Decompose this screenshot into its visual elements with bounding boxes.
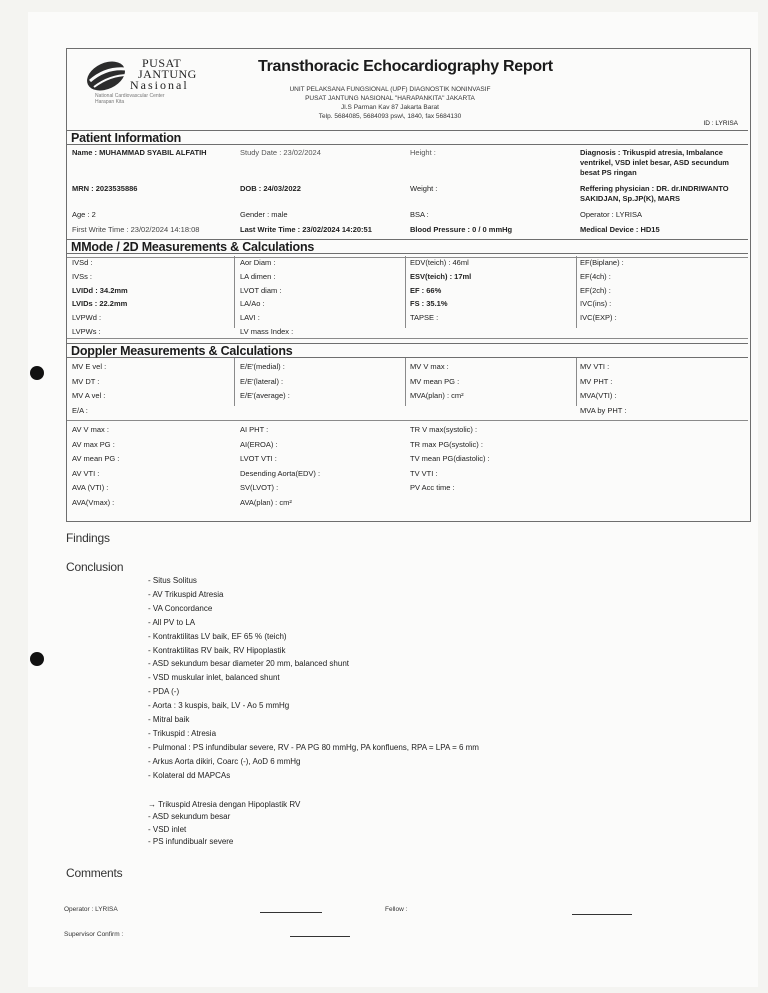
aortic-col1-item-4: AV VTI :	[72, 468, 100, 478]
conclusion-item-4: - All PV to LA	[148, 617, 196, 627]
mmode-row-divider	[67, 257, 748, 258]
mmode-col-divider-2	[405, 256, 406, 328]
mmode-col2-item-5: LAVI :	[240, 313, 260, 323]
conclusion-item-5: - Kontraktilitas LV baik, EF 65 % (teich)	[148, 631, 287, 641]
summary-item-1: → Trikuspid Atresia dengan Hipoplastik RV	[148, 800, 301, 809]
mitral-col1-item-2: MV DT :	[72, 376, 100, 386]
medical-device: Medical Device : HD15	[580, 225, 660, 234]
aortic-col1-item-3: AV mean PG :	[72, 454, 120, 463]
mmode-col4-item-4: IVC(ins) :	[580, 299, 612, 309]
study-date: Study Date : 23/02/2024	[240, 148, 321, 157]
logo-line-2: JANTUNG	[138, 67, 197, 81]
findings-heading: Findings	[66, 531, 110, 545]
conclusion-heading: Conclusion	[66, 560, 124, 574]
mmode-col2-item-6: LV mass Index :	[240, 327, 294, 336]
punch-hole-top	[30, 366, 44, 380]
mitral-col3-item-3: MVA(plan) : cm²	[410, 391, 464, 400]
mmode-col4-item-3: EF(2ch) :	[580, 285, 611, 295]
conclusion-list	[148, 574, 479, 783]
mmode-col3-item-2: ESV(teich) : 17ml	[410, 271, 472, 281]
referring-physician: Reffering physician : DR. dr.INDRIWANTO SAKIDJAN, Sp.JP(K), MARS	[580, 184, 729, 203]
mmode-col1-item-3: LVIDd : 34.2mm	[72, 285, 128, 295]
aortic-col2-item-6: AVA(plan) : cm²	[240, 497, 292, 507]
mitral-col4-item-4: MVA by PHT :	[580, 405, 627, 415]
mmode-col2-item-1: Aor Diam :	[240, 258, 276, 267]
logo-wordmark	[124, 58, 197, 91]
mitral-col1-item-3: MV A vel :	[72, 391, 106, 400]
mmode-col-divider-3	[576, 256, 577, 328]
address-line-2: PUSAT JANTUNG NASIONAL "HARAPANKITA" JAKARTA	[305, 95, 475, 102]
mmode-col1-item-4: LVIDs : 22.2mm	[72, 299, 128, 309]
operator-signature-line	[260, 912, 322, 913]
doppler-divider	[67, 420, 748, 421]
mmode-col2-item-3: LVOT diam :	[240, 285, 282, 295]
conclusion-item-3: - VA Concordance	[148, 603, 213, 613]
aortic-col1-item-1: AV V max :	[72, 425, 109, 434]
mmode-col3-item-4: FS : 35.1%	[410, 299, 448, 309]
diagnosis: Diagnosis : Trikuspid atresia, Imbalance ventrikel, VSD inlet besar, ASD secundum besat PS ringan	[580, 148, 729, 177]
patient-info-heading: Patient Information	[67, 130, 748, 145]
aortic-col1-item-6: AVA(Vmax) :	[72, 497, 115, 507]
summary-item-3: - VSD inlet	[148, 824, 187, 834]
mmode-col1-item-6: LVPWs :	[72, 327, 101, 336]
mitral-col4-item-1: MV VTI :	[580, 362, 610, 371]
mitral-col1-item-4: E/A :	[72, 405, 88, 415]
last-write-time: Last Write Time : 23/02/2024 14:20:51	[240, 225, 372, 234]
aortic-col1-item-5: AVA (VTI) :	[72, 483, 109, 492]
mmode-heading: MMode / 2D Measurements & Calculations	[67, 239, 748, 254]
doppler-col-divider-1	[234, 358, 235, 406]
doppler-col-divider-2	[405, 358, 406, 406]
mitral-col2-item-1: E/E'(medial) :	[240, 362, 285, 371]
first-write-time: First Write Time : 23/02/2024 14:18:08	[72, 225, 200, 234]
logo-sub-2: Harapan Kita	[95, 99, 125, 105]
aortic-col3-item-1: TR V max(systolic) :	[410, 425, 478, 434]
patient-name: Name : MUHAMMAD SYABIL ALFATIH	[72, 148, 207, 157]
conclusion-item-12: - Trikuspid : Atresia	[148, 728, 217, 738]
punch-hole-bottom	[30, 652, 44, 666]
aortic-col2-item-5: SV(LVOT) :	[240, 483, 279, 492]
supervisor-signature-line	[290, 936, 350, 937]
gender: Gender : male	[240, 210, 288, 219]
address-line-3: Jl.S Parman Kav 87 Jakarta Barat	[341, 104, 439, 111]
mmode-col2-item-4: LA/Ao :	[240, 299, 265, 309]
aortic-col3-item-4: TV VTI :	[410, 468, 438, 478]
aortic-col2-item-2: AI(EROA) :	[240, 439, 278, 449]
doppler-heading: Doppler Measurements & Calculations	[67, 343, 748, 358]
mitral-col4-item-2: MV PHT :	[580, 376, 613, 386]
logo-sub-1: National Cardiovascular Center	[95, 93, 165, 99]
height: Height :	[410, 148, 436, 157]
logo-subtitle	[95, 93, 164, 105]
mmode-col-divider-1	[234, 256, 235, 328]
footer-supervisor: Supervisor Confirm :	[64, 931, 124, 938]
operator: Operator : LYRISA	[580, 210, 642, 219]
conclusion-item-10: - Aorta : 3 kuspis, baik, LV - Ao 5 mmHg	[148, 701, 290, 711]
address-line-1: UNIT PELAKSANA FUNGSIONAL (UPF) DIAGNOSTIK NONINVASIF	[289, 86, 491, 93]
conclusion-item-9: - PDA (-)	[148, 687, 180, 697]
address-line-4: Telp. 5684085, 5684093 psw\, 1840, fax 5684130	[318, 113, 462, 120]
mrn: MRN : 2023535886	[72, 184, 138, 193]
comments-heading: Comments	[66, 866, 123, 880]
age: Age : 2	[72, 210, 96, 219]
report-title: Transthoracic Echocardiography Report	[258, 58, 553, 75]
aortic-col3-item-5: PV Acc time :	[410, 483, 455, 492]
conclusion-item-6: - Kontraktilitas RV baik, RV Hipoplastik	[148, 645, 286, 655]
mmode-col2-item-2: LA dimen :	[240, 271, 276, 281]
mitral-col2-item-2: E/E'(lateral) :	[240, 376, 284, 386]
aortic-col2-item-3: LVOT VTI :	[240, 454, 277, 463]
conclusion-item-1: - Situs Solitus	[148, 576, 197, 585]
summary-list	[148, 799, 300, 849]
mmode-bottom-divider	[67, 338, 748, 339]
mmode-col4-item-2: EF(4ch) :	[580, 271, 611, 281]
doppler-col-divider-3	[576, 358, 577, 406]
bsa: BSA :	[410, 210, 429, 219]
dob: DOB : 24/03/2022	[240, 184, 301, 193]
conclusion-item-14: - Arkus Aorta dikiri, Coarc (-), AoD 6 mmHg	[148, 756, 301, 766]
conclusion-item-8: - VSD muskular inlet, balanced shunt	[148, 673, 280, 683]
conclusion-item-13: - Pulmonal : PS infundibular severe, RV - PA PG 80 mmHg, PA konfluens, RPA = LPA = 6 mm	[148, 742, 479, 752]
footer-fellow: Fellow :	[385, 906, 408, 913]
conclusion-item-15: - Kolateral dd MAPCAs	[148, 770, 231, 780]
mmode-col4-item-1: EF(Biplane) :	[580, 258, 624, 267]
mitral-col3-item-1: MV V max :	[410, 362, 449, 371]
aortic-col2-item-4: Desending Aorta(EDV) :	[240, 468, 321, 478]
aortic-col2-item-1: AI PHT :	[240, 425, 269, 434]
summary-item-2: - ASD sekundum besar	[148, 812, 231, 822]
summary-item-4: - PS infundibualr severe	[148, 837, 234, 847]
mitral-col3-item-2: MV mean PG :	[410, 376, 460, 386]
patient-id: ID : LYRISA	[703, 120, 738, 127]
fellow-signature-line	[572, 914, 632, 915]
weight: Weight :	[410, 184, 438, 193]
aortic-col1-item-2: AV max PG :	[72, 439, 115, 449]
aortic-col3-item-3: TV mean PG(diastolic) :	[410, 454, 490, 463]
mitral-col4-item-3: MVA(VTI) :	[580, 391, 617, 400]
mmode-col1-item-5: LVPWd :	[72, 313, 102, 323]
mmode-col3-item-1: EDV(teich) : 46ml	[410, 258, 469, 267]
conclusion-item-11: - Mitral baik	[148, 715, 190, 725]
footer-operator: Operator : LYRISA	[64, 906, 118, 913]
mmode-col3-item-5: TAPSE :	[410, 313, 439, 323]
mitral-col2-item-3: E/E'(average) :	[240, 391, 290, 400]
conclusion-item-7: - ASD sekundum besar diameter 20 mm, balanced shunt	[148, 659, 349, 669]
mmode-col1-item-1: IVSd :	[72, 258, 93, 267]
mmode-col3-item-3: EF : 66%	[410, 285, 442, 295]
conclusion-item-2: - AV Trikuspid Atresia	[148, 589, 224, 599]
mitral-col1-item-1: MV E vel :	[72, 362, 107, 371]
logo-line-1: PUSAT	[142, 56, 182, 70]
mmode-col1-item-2: IVSs :	[72, 271, 93, 281]
logo-line-3: Nasional	[130, 78, 189, 92]
blood-pressure: Blood Pressure : 0 / 0 mmHg	[410, 225, 513, 234]
mmode-col4-item-5: IVC(EXP) :	[580, 313, 617, 323]
aortic-col3-item-2: TR max PG(systolic) :	[410, 439, 483, 449]
